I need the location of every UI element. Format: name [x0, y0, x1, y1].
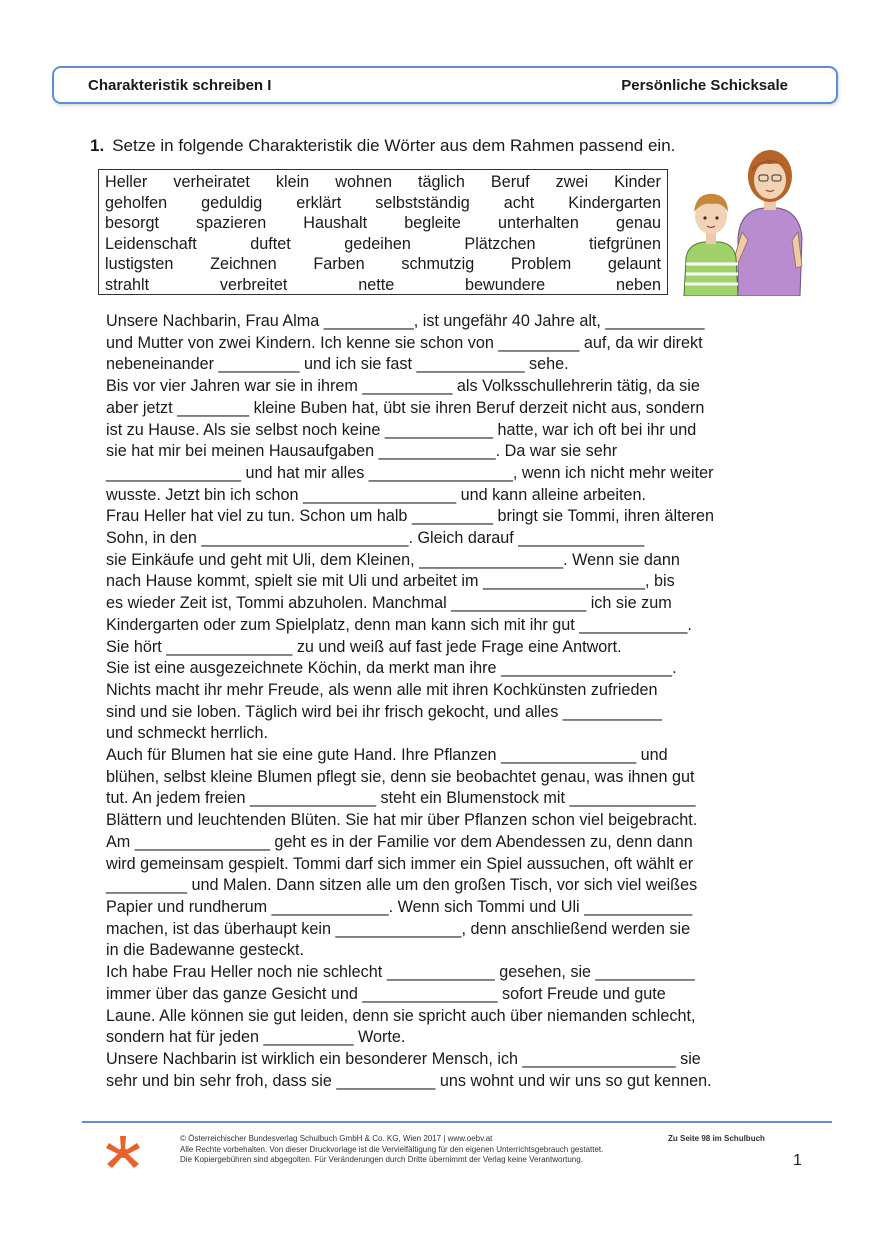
text-line: blühen, selbst kleine Blumen pflegt sie, denn sie beobachtet genau, was ihnen gut: [106, 767, 695, 786]
word-box-word: Haushalt: [303, 214, 368, 233]
word-box-line: [105, 172, 661, 193]
word-box-word: täglich: [418, 173, 465, 191]
text-line: Ich habe Frau Heller noch nie schlecht ____________ gesehen, sie ___________: [106, 963, 695, 982]
word-box-line: [105, 193, 661, 214]
page-number: 1: [793, 1152, 802, 1169]
text-line: und Mutter von zwei Kindern. Ich kenne sie schon von _________ auf, da wir direkt: [106, 333, 703, 352]
text-line: und schmeckt herrlich.: [106, 724, 268, 743]
text-line: in die Badewanne gesteckt.: [106, 941, 304, 960]
copyright-line: © Österreichischer Bundesverlag Schulbuch GmbH & Co. KG, Wien 2017 | www.oebv.at: [180, 1134, 493, 1143]
word-box-word: begleite: [404, 214, 461, 233]
word-box-word: nette: [358, 275, 395, 294]
word-box-word: klein: [275, 173, 310, 191]
word-box-word: strahlt: [105, 275, 150, 294]
word-box-word: geduldig: [201, 193, 263, 212]
worksheet-title: Charakteristik schreiben I: [88, 77, 272, 94]
schoolbook-reference: Zu Seite 98 im Schulbuch: [668, 1134, 765, 1143]
text-line: Sie hört ______________ zu und weiß auf fast jede Frage eine Antwort.: [106, 637, 622, 656]
text-line: Blättern und leuchtenden Blüten. Sie hat mir über Pflanzen schon viel beigebracht.: [106, 811, 698, 830]
text-line: Papier und rundherum _____________. Wenn sich Tommi und Uli ____________: [106, 897, 693, 916]
word-box-word: zwei: [555, 173, 589, 191]
text-line: sind und sie loben. Täglich wird bei ihr frisch gekocht, und alles ___________: [106, 702, 662, 721]
word-box-word: schmutzig: [401, 255, 475, 274]
word-box: [98, 169, 668, 295]
boy-and-woman-illustration: [680, 146, 806, 296]
text-line: es wieder Zeit ist, Tommi abzuholen. Manchmal _______________ ich sie zum: [106, 594, 672, 613]
worksheet-topic: Persönliche Schicksale: [621, 77, 788, 94]
text-line: Kindergarten oder zum Spielplatz, denn man kann sich mit ihr gut ____________.: [106, 615, 692, 634]
word-box-word: bewundere: [465, 275, 546, 294]
word-box-word: duftet: [250, 234, 291, 253]
task-number: 1.: [90, 136, 105, 155]
word-box-word: lustigsten: [105, 255, 174, 274]
text-line: Frau Heller hat viel zu tun. Schon um halb _________ bringt sie Tommi, ihren älteren: [106, 507, 714, 526]
text-line: sie Einkäufe und geht mit Uli, dem Kleinen, ________________. Wenn sie dann: [106, 550, 680, 569]
word-box-word: gedeihen: [344, 234, 411, 253]
word-box-word: verheiratet: [173, 173, 250, 191]
text-line: machen, ist das überhaupt kein ______________, denn anschließend werden sie: [106, 919, 691, 938]
text-line: Sohn, in den _______________________. Gleich darauf ______________: [106, 529, 645, 548]
word-box-line: [105, 275, 661, 296]
word-box-line: [105, 254, 661, 275]
word-box-word: erklärt: [296, 193, 342, 212]
word-box-word: Plätzchen: [464, 234, 536, 253]
word-box-word: Kinder: [614, 173, 661, 191]
word-box-word: Kindergarten: [568, 193, 661, 212]
text-line: wusste. Jetzt bin ich schon _________________ und kann alleine arbeiten.: [106, 485, 646, 504]
word-box-word: acht: [503, 193, 535, 212]
word-box-word: neben: [615, 275, 661, 294]
word-box-word: selbstständig: [375, 193, 470, 212]
word-box-word: unterhalten: [497, 214, 579, 233]
text-line: _________ und Malen. Dann sitzen alle um den großen Tisch, vor sich viel weißes: [106, 876, 698, 895]
word-box-word: Farben: [313, 255, 365, 274]
word-box-word: Zeichnen: [210, 255, 277, 274]
word-box-word: Beruf: [490, 173, 530, 191]
task-instruction: [90, 136, 675, 156]
word-box-word: Leidenschaft: [105, 234, 197, 253]
word-box-word: genau: [615, 214, 661, 233]
footer-divider: [82, 1121, 832, 1123]
copyright-line: Alle Rechte vorbehalten. Von dieser Druckvorlage ist die Vervielfältigung für den eigenen Unterrichtsgebrauch gestattet.: [180, 1144, 604, 1154]
text-line: aber jetzt ________ kleine Buben hat, übt sie ihren Beruf derzeit nicht aus, sondern: [106, 398, 705, 417]
text-line: Auch für Blumen hat sie eine gute Hand. Ihre Pflanzen _______________ und: [106, 746, 668, 765]
word-box-word: geholfen: [105, 193, 168, 212]
copyright-notice: [180, 1134, 603, 1166]
text-line: Laune. Alle können sie gut leiden, denn sie spricht auch über niemanden schlecht,: [106, 1006, 696, 1025]
word-box-word: spazieren: [196, 214, 267, 233]
text-line: Sie ist eine ausgezeichnete Köchin, da merkt man ihre ___________________.: [106, 659, 677, 678]
text-line: tut. An jedem freien ______________ steht ein Blumenstock mit ______________: [106, 789, 696, 808]
word-box-line: [105, 234, 661, 255]
text-line: Am _______________ geht es in der Familie vor dem Abendessen zu, denn dann: [106, 832, 693, 851]
word-box-word: besorgt: [105, 214, 159, 233]
text-line: _______________ und hat mir alles ________________, wenn ich nicht mehr weiter: [106, 463, 714, 482]
copyright-line: Die Kopiergebühren sind abgegolten. Für Veränderungen durch Dritte übernimmt der Verlag keine Verantwortung.: [180, 1155, 583, 1164]
publisher-logo-icon: [106, 1136, 140, 1170]
text-line: Unsere Nachbarin ist wirklich ein besonderer Mensch, ich _________________ sie: [106, 1049, 701, 1068]
text-line: nach Hause kommt, spielt sie mit Uli und arbeitet im __________________, bis: [106, 572, 675, 591]
word-box-word: Heller: [105, 173, 148, 191]
text-line: Unsere Nachbarin, Frau Alma __________, ist ungefähr 40 Jahre alt, ___________: [106, 312, 705, 330]
word-box-word: verbreitet: [219, 275, 288, 294]
fill-in-text: [106, 311, 796, 1092]
text-line: Bis vor vier Jahren war sie in ihrem __________ als Volksschullehrerin tätig, da sie: [106, 377, 700, 396]
text-line: sondern hat für jeden __________ Worte.: [106, 1028, 406, 1047]
word-box-word: tiefgrünen: [588, 234, 661, 253]
word-box-word: wohnen: [335, 173, 392, 191]
word-box-line: [105, 213, 661, 234]
text-line: sehr und bin sehr froh, dass sie ___________ uns wohnt und wir uns so gut kennen.: [106, 1071, 712, 1090]
text-line: ist zu Hause. Als sie selbst noch keine ____________ hatte, war ich oft bei ihr und: [106, 420, 697, 439]
header-box: [52, 66, 838, 104]
word-box-word: gelaunt: [607, 255, 661, 274]
text-line: sie hat mir bei meinen Hausaufgaben _____________. Da war sie sehr: [106, 442, 618, 461]
text-line: Nichts macht ihr mehr Freude, als wenn alle mit ihren Kochkünsten zufrieden: [106, 680, 658, 699]
text-line: wird gemeinsam gespielt. Tommi darf sich immer ein Spiel aussuchen, oft wählt er: [106, 854, 694, 873]
task-text: Setze in folgende Charakteristik die Wörter aus dem Rahmen passend ein.: [112, 136, 676, 155]
text-line: immer über das ganze Gesicht und _______________ sofort Freude und gute: [106, 984, 666, 1003]
text-line: nebeneinander _________ und ich sie fast ____________ sehe.: [106, 355, 569, 374]
word-box-word: Problem: [510, 255, 572, 274]
